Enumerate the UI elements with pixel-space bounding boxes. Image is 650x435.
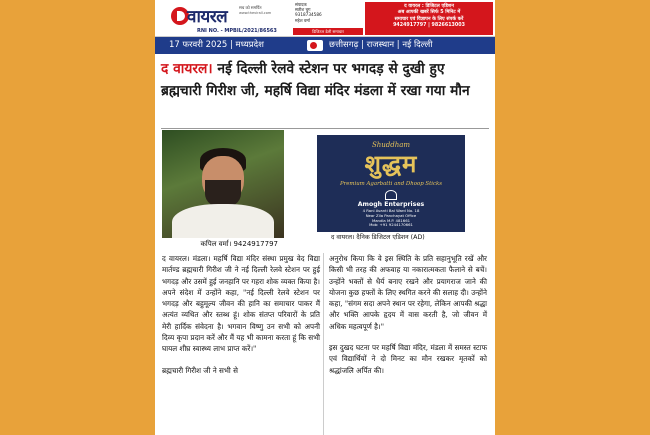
editor-line: महेश वर्मा (295, 17, 310, 23)
headline-rule (161, 128, 489, 129)
portrait-photo (162, 130, 284, 238)
article-paragraph: इस दुखद घटना पर महर्षि विद्या मंदिर, मंडला में समस्त स्टाफ एवं विद्यार्थियों ने दो मिनट का मौन रखकर मृतकों को श्रद्धांजलि अर्पित की। (329, 343, 487, 375)
logo-text: वायरल (187, 7, 228, 27)
article-paragraph: द वायरल। मंडला। महर्षि विद्या मंदिर संस्था प्रमुख वेद विद्या मार्तण्ड ब्रह्मचारी गिरीश जी ने नई दिल्ली रेलवे स्टेशन पर हुई भगदड़ और उसमें हुई जनहानि पर गहरा शोक व्यक्त किया है। अपने संदेश में उन्होंने कहा, "नई दिल्ली रेलवे स्टेशन पर भगदड़ और बहुमूल्य जीवन की हानि का समाचार पाकर मैं अत्यंत व्यथित और स्तब्ध हूं। शोक संतप्त परिवारों के प्रति मेरी हार्दिक संवेदना है। भगवान विष्णु उन सभी को अपनी दिव्य कृपा प्रदान करें और मैं यह भी कामना करता हूं कि सभी घायल शीघ्र स्वास्थ्य लाभ प्राप्त करें।" (162, 254, 320, 354)
editor-line: संपादक (295, 2, 307, 7)
advertisement (317, 135, 465, 232)
headline (161, 58, 489, 128)
headline-text: नई दिल्ली रेलवे स्टेशन पर भगदड़ से दुखी हुए ब्रह्मचारी गिरीश जी, महर्षि विद्या मंदिर मंडला में रखा गया मौन (161, 61, 470, 99)
ad-address-line: Mandla M.P. 481661 (371, 217, 411, 223)
promo-line: अब आपकी खबरें सिर्फ 5 मिनिट में (397, 10, 461, 16)
headline-source: द वायरल। (161, 61, 213, 77)
newspaper-page (155, 0, 495, 435)
dateline-logo-icon (307, 40, 323, 51)
article-column-right (329, 253, 487, 435)
masthead (155, 0, 495, 37)
dateline-date: 17 फरवरी 2025 | मध्यप्रदेश (169, 40, 264, 50)
dateline-regions: छत्तीसगढ़ | राजस्थान | नई दिल्ली (329, 40, 433, 50)
logo-tagline: सच को समर्पित (239, 5, 262, 10)
ad-address-line: Near Zila Panchayat Office (365, 212, 417, 218)
ad-subtitle: Premium Agarbatti and Dhoop Sticks (339, 181, 443, 187)
ad-brand-small: Shuddham (371, 141, 411, 149)
rni-number: RNI NO. - MPBIL/2021/86563 (197, 28, 277, 34)
promo-box (365, 2, 493, 35)
logo (157, 2, 289, 35)
editor-line: 9318734586 (295, 12, 322, 18)
photo-caption: कपिल वर्मा। 9424917797 (200, 240, 278, 248)
ad-caption: द वायरल। दैनिक डिजिटल एडिशन (AD) (331, 234, 425, 241)
ad-address-line: 4 Rani Avanti Bai Ward No. 18 (362, 208, 420, 213)
ad-address-line: Mob: +91 9244170661 (369, 222, 413, 228)
article-paragraph: अनुरोध किया कि वे इस स्थिति के प्रति सहानुभूति रखें और किसी भी तरह की अफवाह या नकारात्मकता फैलाने से बचें। उन्होंने भक्तों से धैर्य बनाए रखने और प्रयागराज जाने की योजना कुछ हफ्तों के लिए स्थगित करने की सलाह दी। उन्होंने कहा, "संगम सदा अपने स्थान पर रहेगा, लेकिन आपकी श्रद्धा और भक्ति आपके हृदय में वास करती है, जो जीवन में अधिक महत्वपूर्ण है।" (329, 254, 487, 331)
promo-line: समाचार एवं विज्ञापन के लिए संपर्क करें (394, 16, 464, 22)
editor-strip: डिजिटल डेली समाचार (293, 28, 363, 35)
website-link[interactable]: www.thevirall.com (239, 11, 272, 15)
article-paragraph: ब्रह्मचारी गिरीश जी ने सभी से (162, 365, 238, 375)
promo-line: 9424917797 | 9826613003 (393, 22, 465, 28)
dateline-bar (155, 37, 495, 54)
ad-company: Amogh Enterprises (357, 201, 425, 208)
ad-emblem-icon (385, 190, 397, 200)
column-divider (323, 253, 324, 435)
ad-brand-big: शुद्धम (364, 150, 418, 178)
promo-line: द वायरल : डिजिटल एडिशन (404, 4, 454, 9)
editor-line: सतीश चुग (295, 7, 311, 13)
ad-address (317, 209, 465, 228)
article-column-left (162, 253, 320, 435)
photo-robe (172, 204, 274, 238)
